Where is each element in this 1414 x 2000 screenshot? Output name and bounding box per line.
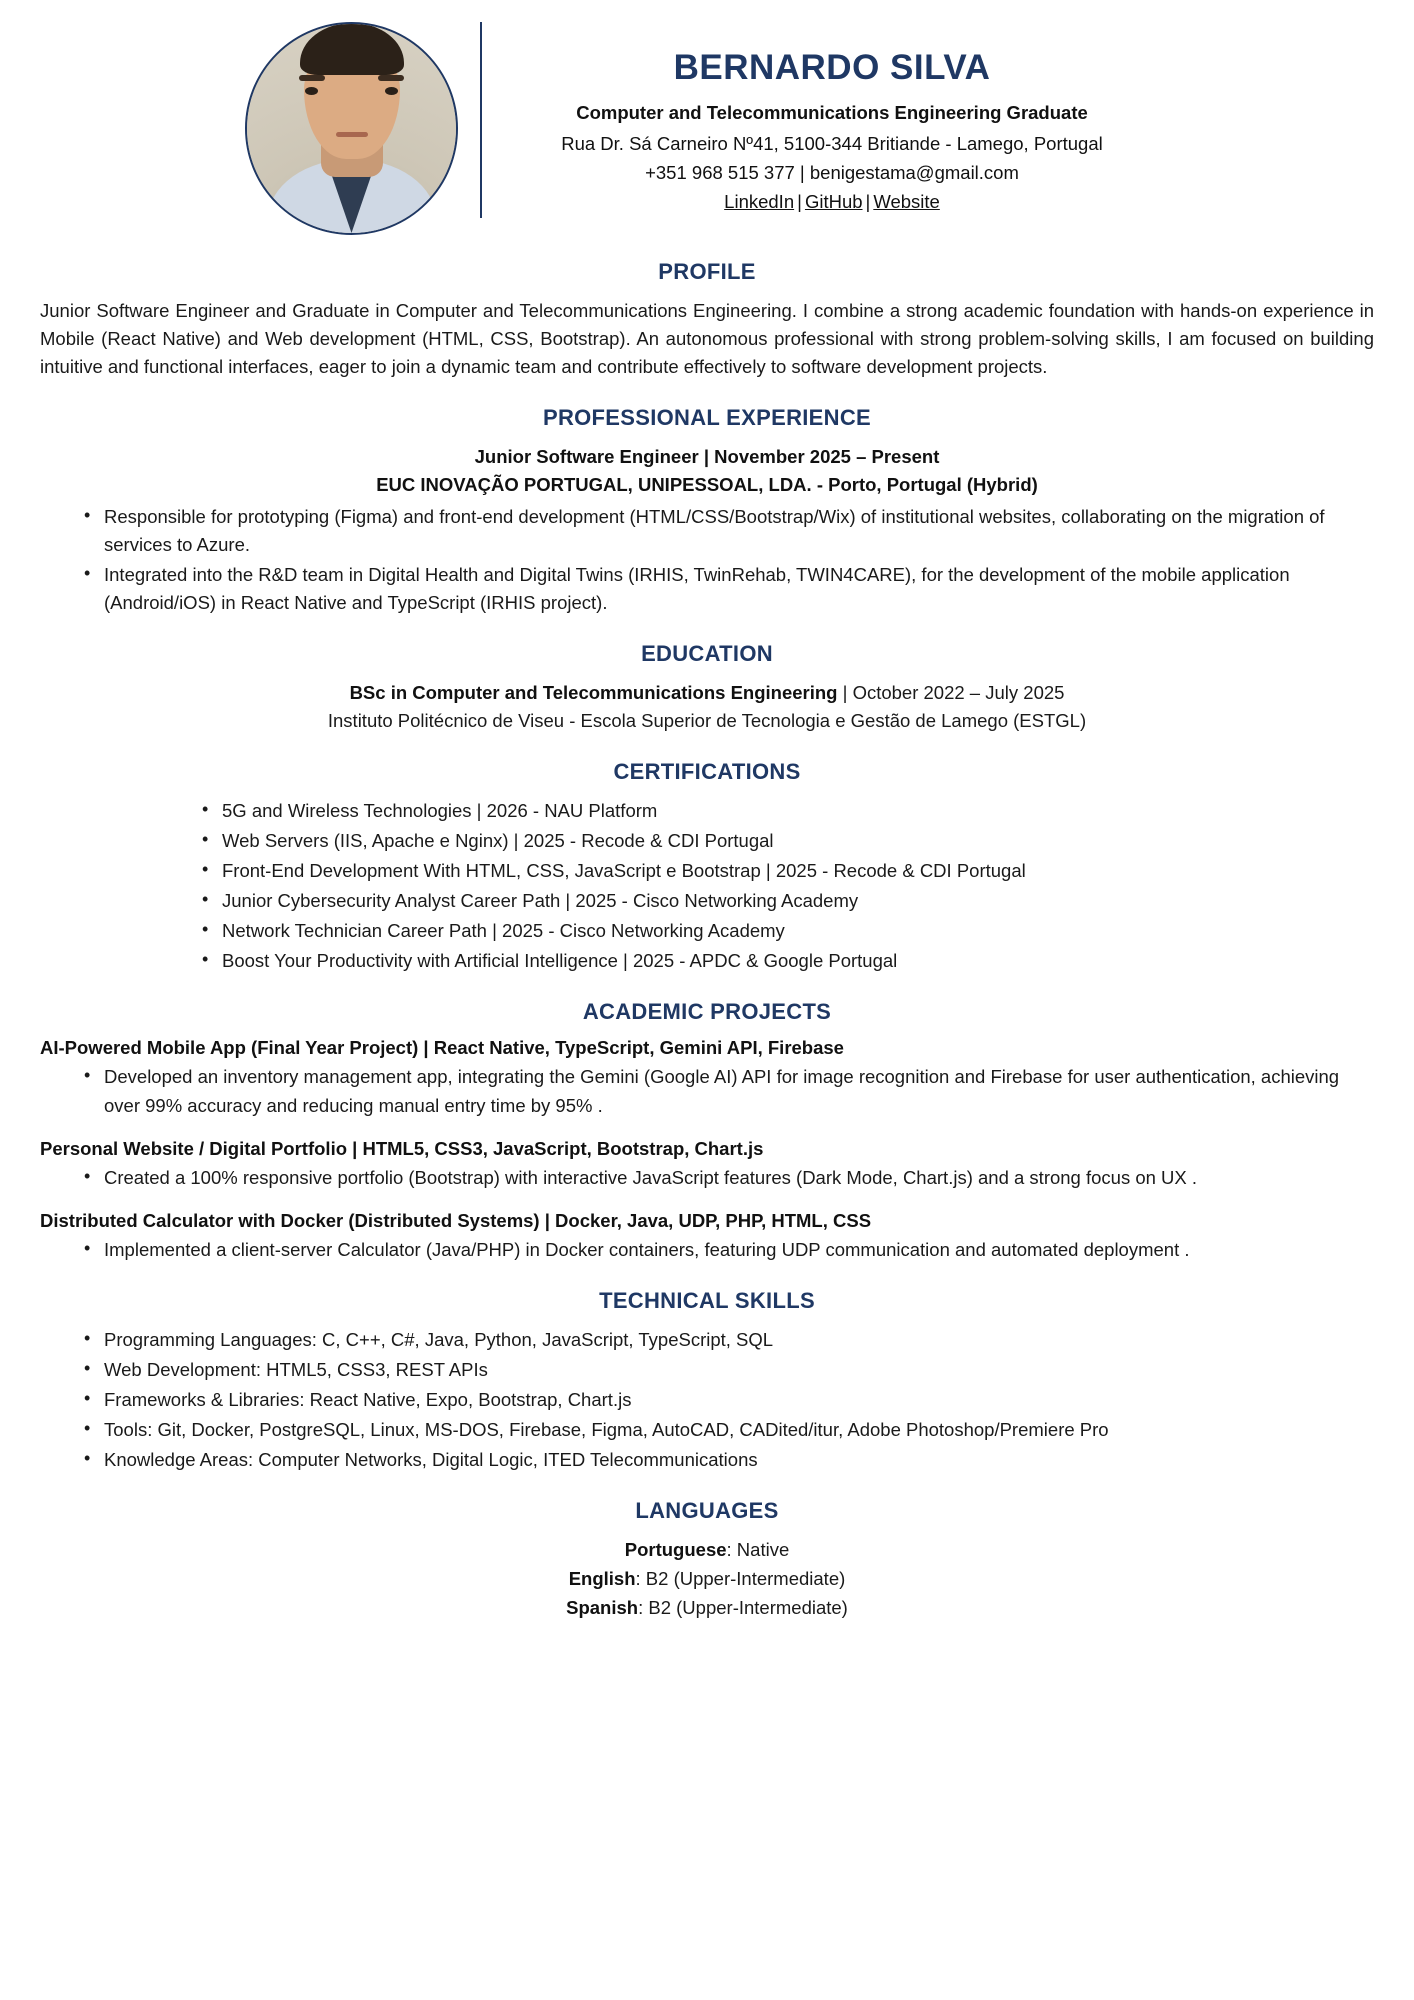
section-title-projects: ACADEMIC PROJECTS [582,999,832,1025]
experience-role: Junior Software Engineer | November 2025 – Present [474,446,940,468]
education-degree-line [40,679,1374,707]
link-separator-1: | [797,191,802,213]
project-heading: Distributed Calculator with Docker (Distributed Systems) | Docker, Java, UDP, PHP, HTML, CSS [40,1209,872,1231]
list-item: • Knowledge Areas: Computer Networks, Digital Logic, ITED Telecommunications [84,1446,1374,1474]
section-title-education: EDUCATION [641,641,773,667]
github-link[interactable]: GitHub [804,191,863,213]
list-item: • Integrated into the R&D team in Digital Health and Digital Twins (IRHIS, TwinRehab, TWIN4CARE), for the development of the mobile application (Android/iOS) in React Native and TypeScript (IRHIS project). [84,561,1374,617]
list-item: • Created a 100% responsive portfolio (Bootstrap) with interactive JavaScript features (Dark Mode, Chart.js) and a strong focus on UX . [84,1164,1374,1192]
skills-list [40,1326,1374,1475]
project-bullet-list [40,1164,1374,1192]
section-title-skills: TECHNICAL SKILLS [599,1287,815,1313]
project-heading: Personal Website / Digital Portfolio | HTML5, CSS3, JavaScript, Bootstrap, Chart.js [40,1137,764,1159]
project-heading: AI-Powered Mobile App (Final Year Project) | React Native, TypeScript, Gemini API, Firebase [40,1037,844,1059]
list-item: • Front-End Development With HTML, CSS, JavaScript e Bootstrap | 2025 - Recode & CDI Portugal [202,857,1374,885]
candidate-name: BERNARDO SILVA [673,47,991,87]
language-level: : B2 (Upper-Intermediate) [638,1596,848,1618]
section-title-experience: PROFESSIONAL EXPERIENCE [542,405,871,431]
profile-text: Junior Software Engineer and Graduate in Computer and Telecommunications Engineering. I combine a strong academic foundation with hands-on experience in Mobile (React Native) and Web development (HTML, CSS, Bootstrap). An autonomous professional with strong problem-solving skills, I am focused on building intuitive and functional interfaces, eager to join a dynamic team and contribute effectively to software development projects. [40,300,1374,378]
list-item: • Developed an inventory management app, integrating the Gemini (Google AI) API for image recognition and Firebase for user authentication, achieving over 99% accuracy and reducing manual entry time by 95% . [84,1063,1374,1119]
language-item [40,1594,1374,1623]
education-institution: Instituto Politécnico de Viseu - Escola Superior de Tecnologia e Gestão de Lamego (ESTGL) [327,710,1087,732]
header-divider [480,22,482,218]
photo-eyebrow-left [299,75,325,81]
section-title-certifications: CERTIFICATIONS [613,758,801,784]
language-name: Portuguese [624,1539,727,1561]
list-item: • Implemented a client-server Calculator (Java/PHP) in Docker containers, featuring UDP communication and automated deployment . [84,1236,1374,1264]
section-title-profile: PROFILE [658,259,756,284]
linkedin-link[interactable]: LinkedIn [724,191,795,213]
list-item: • Boost Your Productivity with Artificial Intelligence | 2025 - APDC & Google Portugal [202,947,1374,975]
list-item: • Responsible for prototyping (Figma) and front-end development (HTML/CSS/Bootstrap/Wix) of institutional websites, collaborating on the migration of services to Azure. [84,503,1374,559]
photo-eye-right [385,87,398,95]
education-degree: BSc in Computer and Telecommunications Engineering [349,682,838,704]
education-dates: | October 2022 – July 2025 [837,682,1065,704]
list-item: • Junior Cybersecurity Analyst Career Path | 2025 - Cisco Networking Academy [202,887,1374,915]
avatar [245,22,458,235]
experience-bullet-list [40,503,1374,617]
list-item: • Tools: Git, Docker, PostgreSQL, Linux, MS-DOS, Firebase, Figma, AutoCAD, CADited/itur, Adobe Photoshop/Premiere Pro [84,1416,1374,1444]
language-level: : B2 (Upper-Intermediate) [635,1568,846,1590]
address-line: Rua Dr. Sá Carneiro Nº41, 5100-344 Britiande - Lamego, Portugal [561,133,1103,155]
certifications-list [40,797,1374,976]
list-item: • Web Servers (IIS, Apache e Nginx) | 2025 - Recode & CDI Portugal [202,827,1374,855]
section-title-languages: LANGUAGES [635,1498,779,1524]
resume-header [40,22,1374,235]
project-bullet-list [40,1236,1374,1264]
photo-eye-left [305,87,318,95]
language-name: English [568,1568,636,1590]
candidate-headline: Computer and Telecommunications Engineering Graduate [576,102,1088,124]
portrait-photo [245,22,458,235]
link-separator-2: | [865,191,871,213]
list-item: • Programming Languages: C, C++, C#, Java, Python, JavaScript, TypeScript, SQL [84,1326,1374,1354]
list-item: • Frameworks & Libraries: React Native, Expo, Bootstrap, Chart.js [84,1386,1374,1414]
header-text-block [512,44,1152,213]
language-item [40,1565,1374,1594]
language-level: : Native [726,1539,790,1561]
language-name: Spanish [566,1596,639,1618]
social-links [512,191,1152,213]
photo-eyebrow-right [378,75,404,81]
website-link[interactable]: Website [873,191,940,213]
phone-email-line: +351 968 515 377 | benigestama@gmail.com [645,162,1019,184]
photo-mouth [336,132,368,137]
language-item [40,1536,1374,1565]
list-item: • Network Technician Career Path | 2025 - Cisco Networking Academy [202,917,1374,945]
list-item: • 5G and Wireless Technologies | 2026 - NAU Platform [202,797,1374,825]
project-bullet-list [40,1063,1374,1119]
list-item: • Web Development: HTML5, CSS3, REST APIs [84,1356,1374,1384]
experience-company: EUC INOVAÇÃO PORTUGAL, UNIPESSOAL, LDA. - Porto, Portugal (Hybrid) [376,474,1038,496]
